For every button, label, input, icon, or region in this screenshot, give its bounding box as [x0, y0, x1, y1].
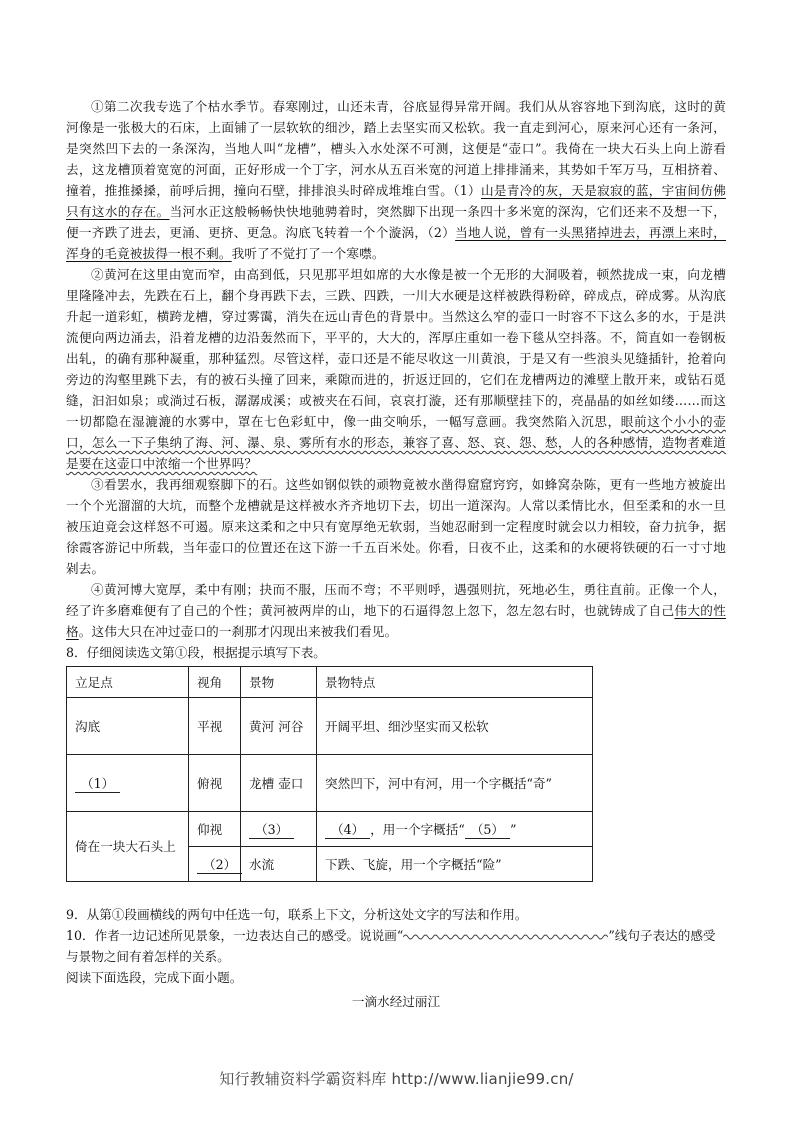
questions-area [66, 904, 726, 1012]
answer-blank-1[interactable]: （1） [75, 776, 120, 793]
table-row [67, 755, 593, 812]
table-cell [189, 847, 241, 882]
table-cell [67, 755, 189, 812]
table-cell: 黄河 河谷 [241, 698, 317, 755]
paragraph-3: ③看罢水，我再细观察脚下的石。这些如钢似铁的顽物竟被水凿得窟窟窍窍，如蜂窝杂陈，更有一些地方被旋出一个个光溜溜的大坑，而整个龙槽就是这样被水齐齐地切下去，切出一道深沟。人常以柔情比水，但至柔和的水一旦被压迫竟会这样怒不可遏。原来这柔和之中只有宽厚绝无软弱，当她忍耐到一定程度时就会以力相较，奋力抗争，据徐霞客游记中所载，当年壶口的位置还在这下游一千五百米处。你看，日夜不止，这柔和的水硬将铁硬的石一寸寸地剁去。 [66, 477, 726, 576]
table-cell [241, 812, 317, 847]
paragraph-4: ④黄河博大宽厚，柔中有刚；抉而不服，压而不弯；不平则呼，遇强则抗，死地必生，勇往直前。正像一个人，经了许多磨难便有了自己的个性；黄河被两岸的山，地下的石逼得忽上忽下，忽左忽右时，也就铸成了自己伟大的性格。这伟大只在冲过壶口的一刹那才闪现出来被我们看见。 [66, 582, 726, 639]
underlined-sentence-1: 山是青冷的灰，天是寂寂的蓝，宇宙间仿佛只有这水的存在。 [66, 183, 726, 219]
wavy-line-mark [403, 931, 608, 943]
question-10: 10．作者一边记述所见景象，一边表达自己的感受。说说画“ ”线句子表达的感受与景物之间有着怎样的关系。 [66, 928, 716, 964]
question-9: 9．从第①段画横线的两句中任选一句，联系上下文，分析这处文字的写法和作用。 [66, 907, 528, 922]
table-cell: 沟底 [67, 698, 189, 755]
answer-blank-5[interactable]: （5） [465, 822, 510, 839]
table-cell: 水流 [241, 847, 317, 882]
underlined-sentence-2: 当地人说，曾有一头黑猪掉进去，再漂上来时，浑身的毛竟被拔得一根不剩。 [66, 225, 726, 261]
question-8-prompt: 8．仔细阅读选文第①段，根据提示填写下表。 [66, 645, 326, 660]
table-cell: （4） ，用一个字概括“ （5） ” [317, 812, 593, 847]
answer-blank-2[interactable]: （2） [197, 857, 242, 874]
table-header-row [67, 667, 593, 698]
header-cell: 立足点 [67, 667, 189, 698]
table-cell: 倚在一块大石头上 [67, 812, 189, 882]
answer-blank-3[interactable]: （3） [249, 822, 294, 839]
footer-watermark: 知行教辅资料学霸资料库 http://www.lianjie99.cn/ [219, 1070, 574, 1088]
table-cell: 平视 [189, 698, 241, 755]
document-content [66, 96, 726, 1012]
header-cell: 景物特点 [317, 667, 593, 698]
paragraph-2: ②黄河在这里由宽而窄，由高到低，只见那平坦如席的大水像是被一个无形的大洞吸着，顿然拢成一束，向龙槽里隆隆冲去，先跌在石上，翻个身再跌下去，三跌、四跌，一川大水硬是这样被跌得粉碎，碎成点，碎成雾。从沟底升起一道彩虹，横跨龙槽，穿过雾霭，消失在远山青色的背景中。当然这么窄的壶口一时容不下这么多的水，于是洪流便向两边涌去，沿着龙槽的边沿轰然而下，平平的，大大的，浑厚庄重如一卷下毯从空抖落。不，简直如一卷钢板出轧，的确有那种凝重，那种猛烈。尽管这样，壶口还是不能尽收这一川黄浪，于是又有一些浪头见缝插针，抢着向旁边的沟壑里跳下去，有的被石头撞了回来，乘隙而进的，折返迂回的，它们在龙槽两边的滩壁上散开来，或钻石觅缝，汩汩如泉；或淌过石板，潺潺成溪；或被夹在石间，哀哀打漩，还有那顺壁挂下的，亮晶晶的如丝如缕……而这一切都隐在湿漉漉的水雾中，罩在七色彩虹中，像一曲交响乐，一幅写意画。我突然陷入沉思，眼前这个小小的壶口，怎么一下子集纳了海、河、瀑、泉、雾所有水的形态，兼容了喜、怒、哀、怨、愁，人的各种感情，造物者难道是要在这壶口中浓缩一个世界吗？ [66, 267, 726, 471]
table-cell: 龙槽 壶口 [241, 755, 317, 812]
table-cell: 开阔平坦、细沙坚实而又松软 [317, 698, 593, 755]
table-row [67, 698, 593, 755]
answer-table [66, 666, 593, 882]
table-cell: 下跌、飞旋，用一个字概括“险” [317, 847, 593, 882]
reading-intro: 阅读下面选段，完成下面小题。 [66, 970, 243, 985]
paragraph-1: ①第二次我专选了个枯水季节。春寒刚过，山还未青，谷底显得异常开阔。我们从从容容地下到沟底，这时的黄河像是一张极大的石床，上面铺了一层软软的细沙，踏上去坚实而又松软。我一直走到河心，原来河心还有一条河，是突然凹下去的一条深沟，当地人叫“龙槽”，槽头入水处深不可测，这便是“壶口”。我倚在一块大石头上向上游看去，这龙槽顶着宽宽的河面，正好形成一个丁字，河水从五百米宽的河道上排排涌来，其势如千军万马，互相挤着、撞着，推推搡搡，前呼后拥，撞向石壁，排排浪头时碎成堆堆白雪。（1）山是青冷的灰，天是寂寂的蓝，宇宙间仿佛只有这水的存在。当河水正这般畅畅快快地驰骋着时，突然脚下出现一条四十多米宽的深沟，它们还来不及想一下，便一齐跌了进去，更涌、更挤、更急。沟底飞转着一个个漩涡，（2）当地人说，曾有一头黑猪掉进去，再漂上来时，浑身的毛竟被拔得一根不剩。我听了不觉打了一个寒噤。 [66, 99, 726, 261]
table-cell: 突然凹下，河中有河，用一个字概括“奇” [317, 755, 593, 812]
table-row [67, 812, 593, 847]
wavy-underlined-sentence: 眼前这个小小的壶口，怎么一下子集纳了海、河、瀑、泉、雾所有水的形态，兼容了喜、怒、哀、怨、愁，人的各种感情，造物者难道是要在这壶口中浓缩一个世界吗？ [66, 414, 726, 471]
header-cell: 景物 [241, 667, 317, 698]
table-cell: 仰视 [189, 812, 241, 847]
table-cell: 俯视 [189, 755, 241, 812]
passage-title: 一滴水经过丽江 [351, 994, 441, 1009]
header-cell: 视角 [189, 667, 241, 698]
underlined-phrase: 伟大的性格 [66, 603, 726, 639]
answer-blank-4[interactable]: （4） [325, 822, 370, 839]
